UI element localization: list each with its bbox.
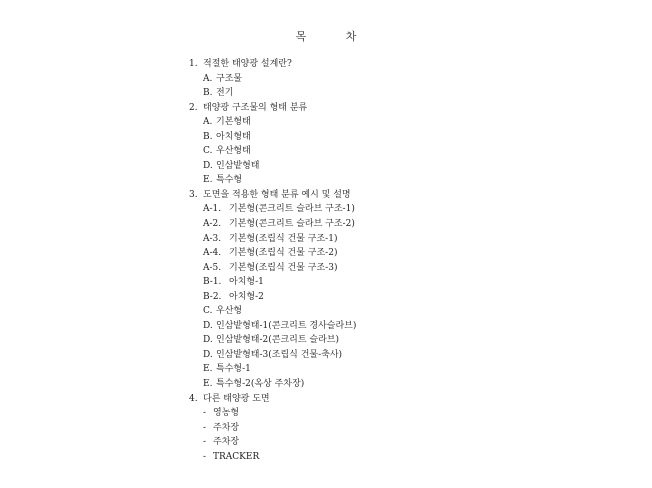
toc-item xyxy=(189,450,489,465)
toc-item-label: 구조물 xyxy=(216,73,243,84)
toc-item-label: 인삼밭형태-2(콘크리트 슬라브) xyxy=(216,335,339,346)
toc-item-label: 우산형태 xyxy=(216,146,251,157)
toc-item xyxy=(189,319,489,334)
toc-item xyxy=(189,130,489,145)
toc-item-number: A-1. xyxy=(203,204,222,215)
toc-item-label: 특수형 xyxy=(216,175,243,186)
toc-item xyxy=(189,435,489,450)
toc-item-label: 주차장 xyxy=(213,422,240,433)
toc-item xyxy=(189,173,489,188)
toc-item-number: B-1. xyxy=(203,277,222,288)
toc-item xyxy=(189,144,489,159)
toc-section xyxy=(189,392,489,407)
toc-item-label: 영농형 xyxy=(213,408,240,419)
toc-item-label: 특수형-2(옥상 주차장) xyxy=(216,379,305,390)
toc-item-number: - xyxy=(203,422,207,433)
toc-item xyxy=(189,86,489,101)
toc-item xyxy=(189,261,489,276)
toc-item xyxy=(189,304,489,319)
toc-item-label: 인삼밭형태-1(콘크리트 경사슬라브) xyxy=(216,320,357,331)
toc-item xyxy=(189,348,489,363)
toc-section xyxy=(189,188,489,203)
toc-item-label: 주차장 xyxy=(213,437,240,448)
toc-item-number: - xyxy=(203,408,207,419)
toc-item xyxy=(189,72,489,87)
toc-item-label: 기본형(조립식 건물 구조-2) xyxy=(229,248,338,259)
toc-item-label: 우산형 xyxy=(216,306,243,317)
toc-item-number: D. xyxy=(203,335,213,346)
toc-item-number: A. xyxy=(203,117,213,128)
toc-item xyxy=(189,333,489,348)
toc-item xyxy=(189,217,489,232)
toc-item xyxy=(189,275,489,290)
toc-item xyxy=(189,290,489,305)
toc-item-number: - xyxy=(203,437,207,448)
toc-item-number: C. xyxy=(203,146,213,157)
toc-item-number: B. xyxy=(203,88,213,99)
toc-item-number: E. xyxy=(203,379,213,390)
toc-item-number: A-3. xyxy=(203,233,222,244)
toc-item-number: E. xyxy=(203,364,213,375)
toc-item-number: B. xyxy=(203,131,213,142)
toc-item-label: 아치형-1 xyxy=(229,277,264,288)
page-title: 목 차 xyxy=(295,30,375,43)
toc-item xyxy=(189,159,489,174)
toc-item-number: D. xyxy=(203,320,213,331)
toc-item xyxy=(189,421,489,436)
toc-item xyxy=(189,377,489,392)
toc-item-label: 기본형(조립식 건물 구조-1) xyxy=(229,233,338,244)
toc-item-number: A-2. xyxy=(203,219,222,230)
toc-item-label: 아치형태 xyxy=(216,131,251,142)
toc-item-label: 특수형-1 xyxy=(216,364,251,375)
toc-item xyxy=(189,406,489,421)
toc-section-label: 태양광 구조물의 형태 분류 xyxy=(203,102,308,113)
toc-item xyxy=(189,362,489,377)
toc-item-label: 인삼밭형태-3(조립식 건물-축사) xyxy=(216,349,343,360)
toc-item-number: B-2. xyxy=(203,291,222,302)
table-of-contents xyxy=(189,57,489,464)
toc-item-label: 기본형(콘크리트 슬라브 구조-2) xyxy=(229,219,355,230)
toc-section-label: 다른 태양광 도면 xyxy=(203,393,270,404)
toc-item-label: 기본형(조립식 건물 구조-3) xyxy=(229,262,338,273)
toc-section-number: 4. xyxy=(189,393,198,404)
toc-item-number: E. xyxy=(203,175,213,186)
toc-item-label: 기본형태 xyxy=(216,117,251,128)
toc-item-number: C. xyxy=(203,306,213,317)
toc-section xyxy=(189,101,489,116)
toc-item xyxy=(189,202,489,217)
toc-item-number: A-4. xyxy=(203,248,222,259)
toc-item-number: D. xyxy=(203,349,213,360)
toc-item-number: D. xyxy=(203,160,213,171)
toc-item xyxy=(189,246,489,261)
toc-section xyxy=(189,57,489,72)
toc-item-label: TRACKER xyxy=(213,451,260,462)
toc-section-label: 도면을 적용한 형태 분류 예시 및 설명 xyxy=(203,189,351,200)
toc-section-number: 2. xyxy=(189,102,198,113)
toc-item-label: 아치형-2 xyxy=(229,291,264,302)
toc-item-label: 인삼밭형태 xyxy=(216,160,260,171)
toc-item-number: A. xyxy=(203,73,213,84)
toc-item-label: 기본형(콘크리트 슬라브 구조-1) xyxy=(229,204,355,215)
toc-item-number: A-5. xyxy=(203,262,222,273)
toc-section-number: 3. xyxy=(189,189,198,200)
toc-section-label: 적절한 태양광 설계란? xyxy=(203,59,292,69)
toc-item-number: - xyxy=(203,451,207,462)
toc-item xyxy=(189,115,489,130)
toc-item xyxy=(189,232,489,247)
toc-item-label: 전기 xyxy=(216,88,234,99)
toc-section-number: 1. xyxy=(189,59,198,69)
